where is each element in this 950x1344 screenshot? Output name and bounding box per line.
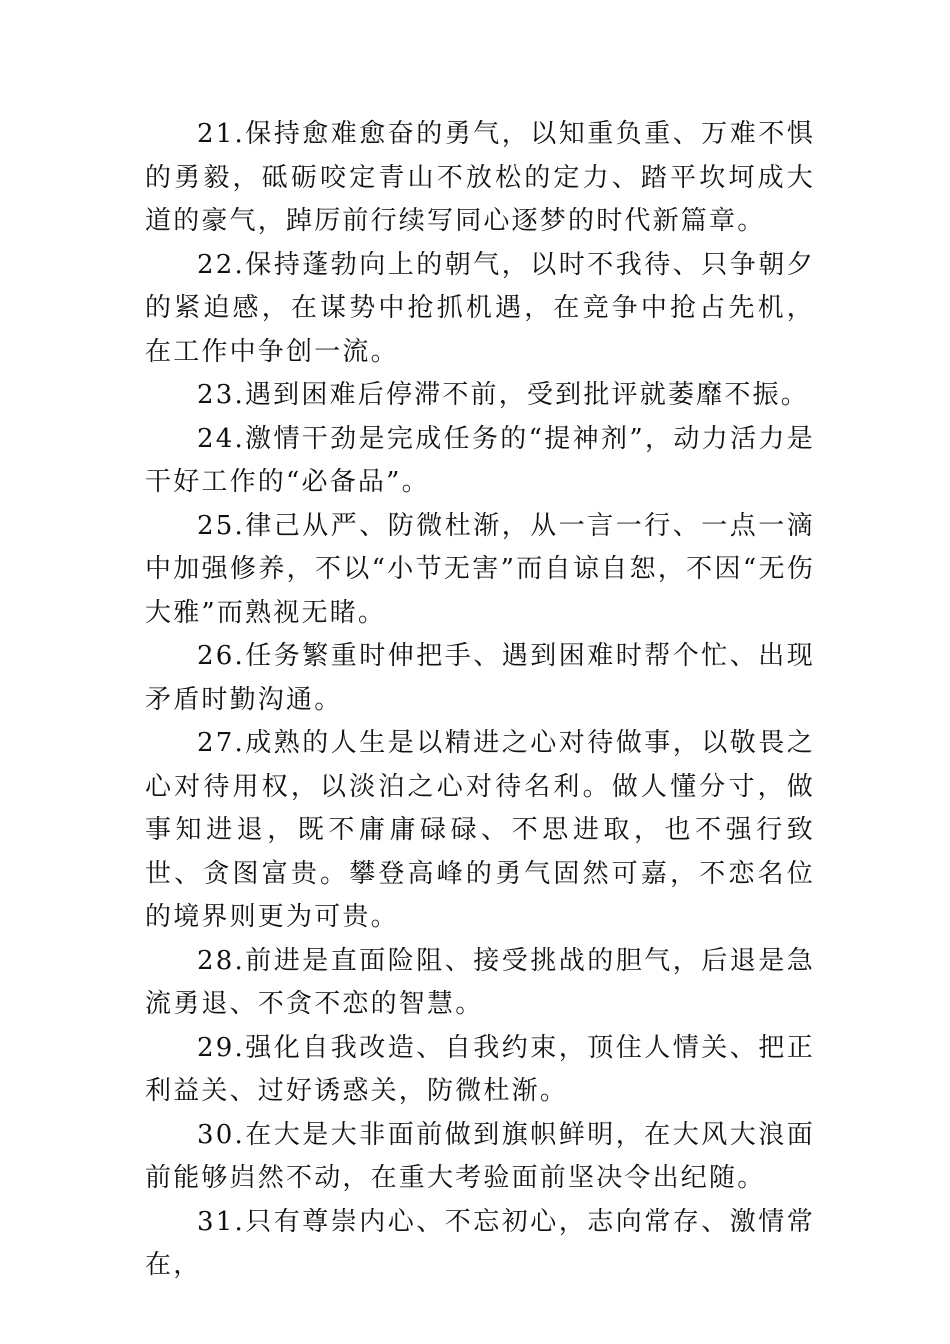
document-page: [145, 113, 815, 1288]
paragraph-27: 27.成熟的人生是以精进之心对待做事，以敬畏之心对待用权，以淡泊之心对待名利。做人懂分寸，做事知进退，既不庸庸碌碌、不思进取，也不强行致世、贪图富贵。攀登高峰的勇气固然可嘉，不恋名位的境界则更为可贵。: [145, 728, 815, 932]
paragraph-24: 24.激情干劲是完成任务的“提神剂”，动力活力是干好工作的“必备品”。: [145, 423, 815, 497]
paragraph-28: 28.前进是直面险阻、接受挑战的胆气，后退是急流勇退、不贪不恋的智慧。: [145, 945, 815, 1019]
paragraph-25: 25.律己从严、防微杜渐，从一言一行、一点一滴中加强修养，不以“小节无害”而自谅自恕，不因“无伤大雅”而熟视无睹。: [145, 510, 815, 628]
paragraph-30: 30.在大是大非面前做到旗帜鲜明，在大风大浪面前能够岿然不动，在重大考验面前坚决令出纪随。: [145, 1119, 815, 1193]
paragraph-31: 31.只有尊崇内心、不忘初心，志向常存、激情常在，: [145, 1206, 815, 1280]
paragraph-29: 29.强化自我改造、自我约束，顶住人情关、把正利益关、过好诱惑关，防微杜渐。: [145, 1032, 815, 1106]
paragraph-23: 23.遇到困难后停滞不前，受到批评就萎靡不振。: [197, 380, 809, 410]
paragraph-22: 22.保持蓬勃向上的朝气，以时不我待、只争朝夕的紧迫感，在谋势中抢抓机遇，在竞争中抢占先机，在工作中争创一流。: [145, 249, 815, 367]
paragraph-26: 26.任务繁重时伸把手、遇到困难时帮个忙、出现矛盾时勤沟通。: [145, 641, 815, 715]
paragraph-21: 21.保持愈难愈奋的勇气，以知重负重、万难不惧的勇毅，砥砺咬定青山不放松的定力、踏平坎坷成大道的豪气，踔厉前行续写同心逐梦的时代新篇章。: [145, 119, 815, 236]
